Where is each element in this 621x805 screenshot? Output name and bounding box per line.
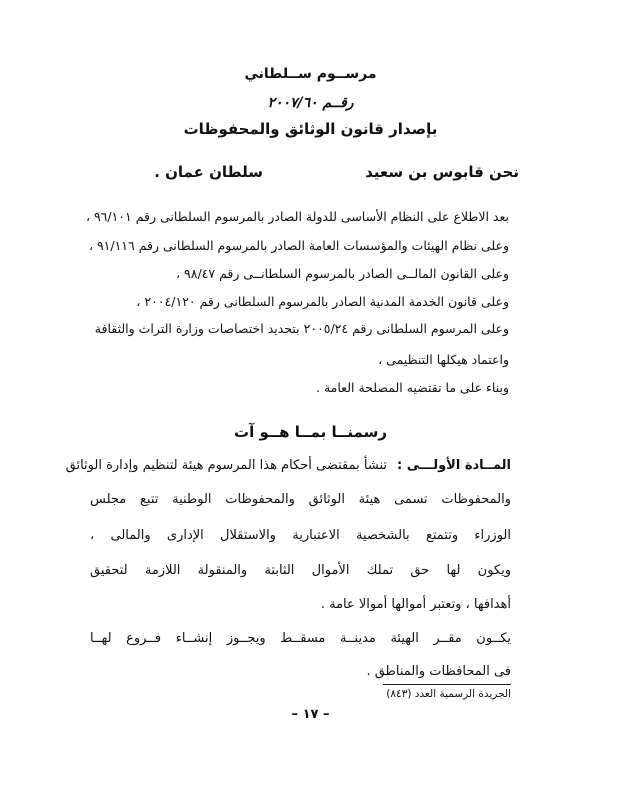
decree-subject: بإصدار قانون الوثائق والمحفوظات: [183, 120, 438, 138]
article-one-line: أهدافها ، وتعتبر أموالها أموالا عامة .: [320, 597, 511, 612]
sultan-name: نحن قابوس بن سعيد: [365, 163, 519, 181]
decreed-heading: رسمنــا بمــا هــو آت: [234, 423, 387, 441]
article-one-line: ويكون لها حق تملك الأموال الثابتة والمنقولة اللازمة لتحقيق: [90, 563, 511, 578]
preamble-line: وبناء على ما تقتضيه المصلحة العامة .: [316, 380, 509, 395]
article-one-text: تنشأ بمقتضى أحكام هذا المرسوم هيئة لتنظيم وإدارة الوثائق: [65, 458, 387, 473]
preamble-line: وعلى المرسوم السلطانى رقم ٢٠٠٥/٢٤ بتحديد اختصاصات وزارة التراث والثقافة: [94, 321, 509, 336]
article-one-line: يكــون مقــر الهيئة مدينــة مسقــط ويجــوز إنشــاء فــروع لهــا: [90, 631, 511, 646]
preamble-line: وعلى قانون الخدمة المدنية الصادر بالمرسوم السلطانى رقم ٢٠٠٤/١٢٠ ،: [136, 294, 509, 309]
preamble-line: وعلى نظام الهيئات والمؤسسات العامة الصادر بالمرسوم السلطانى رقم ٩١/١١٦ ،: [88, 238, 509, 253]
preamble-line: واعتماد هيكلها التنظيمى ،: [378, 352, 509, 367]
article-one-line: [65, 458, 511, 473]
preamble-line: بعد الاطلاع على النظام الأساسى للدولة الصادر بالمرسوم السلطانى رقم ٩٦/١٠١ ،: [85, 209, 509, 224]
preamble-line: وعلى القانون المالــى الصادر بالمرسوم السلطانــى رقم ٩٨/٤٧ ،: [176, 266, 509, 281]
article-one-line: الوزراء وتتمتع بالشخصية الاعتبارية والاستقلال الإدارى والمالى ،: [90, 528, 511, 543]
footnote-divider: [383, 684, 511, 685]
article-one-line: فى المحافظات والمناطق .: [366, 664, 511, 679]
decree-number: رقــم ٢٠٠٧/٦٠: [267, 95, 354, 111]
footnote-gazette-issue: الجريدة الرسمية العدد (٨٤٣): [386, 688, 511, 700]
page-number: – ١٧ –: [291, 707, 330, 722]
sultan-title: سلطان عمان .: [154, 163, 263, 181]
article-one-line: والمحفوظات تسمى هيئة الوثائق والمحفوظات الوطنية تتبع مجلس: [90, 492, 511, 507]
article-one-label: المــادة الأولـــى :: [397, 458, 511, 473]
decree-title: مرســوم ســلطاني: [244, 66, 377, 82]
